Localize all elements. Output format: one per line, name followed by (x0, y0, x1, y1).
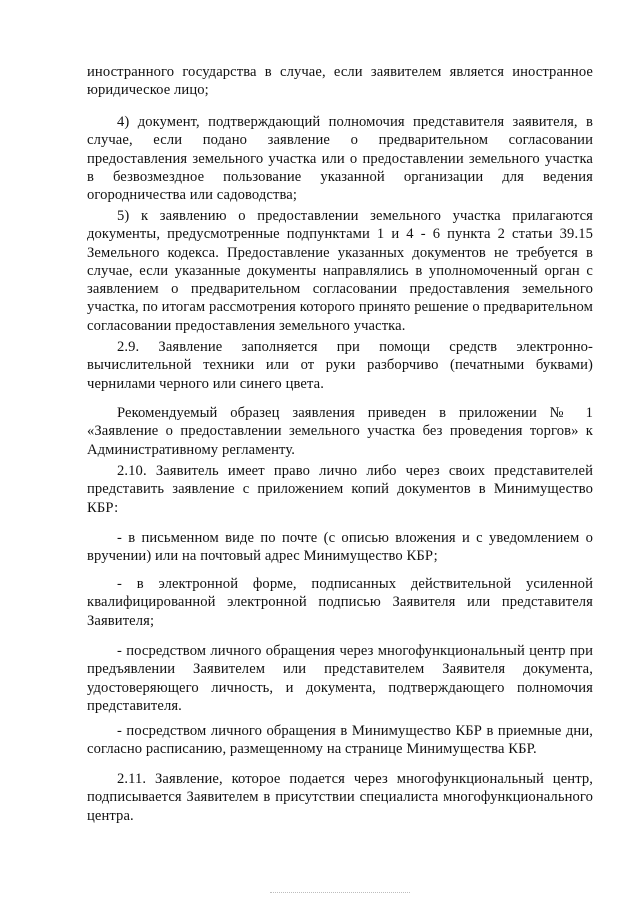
paragraph-2-9-filling-method: 2.9. Заявление заполняется при помощи средств электронно-вычислительной техники или от руки разборчиво (печатными буквами) чернилами черного или синего цвета. (87, 339, 593, 392)
paragraph-item-5-attached-documents: 5) к заявлению о предоставлении земельного участка прилагаются документы, предусмотренные подпунктами 1 и 4 - 6 пункта 2 статьи 39.15 Земельного кодекса. Предоставление указанных документов не требуется в случае, если указанные документы направлялись в уполномоченный орган с заявлением о предварительном согласовании предоставления земельного участка, по итогам рассмотрения которого принято решение о предварительном согласовании предоставления земельного участка. (87, 208, 593, 334)
paragraph-item-4-representative-authority: 4) документ, подтверждающий полномочия представителя заявителя, в случае, если подано заявление о предварительном согласовании предоставления земельного участка или о предоставлении земельного участка в безвозмездное пользование указанной организации для ведения огородничества или садоводства; (87, 114, 593, 204)
paragraph-continuation-foreign-state: иностранного государства в случае, если заявителем является иностранное юридическое лицо; (87, 64, 593, 99)
paragraph-submission-multifunctional-center: - посредством личного обращения через многофункциональный центр при предъявлении Заявителем или представителем Заявителя документа, удостоверяющего личность, и документа, подтверждающего полномочия представителя. (87, 643, 593, 714)
paragraph-2-10-submission-rights: 2.10. Заявитель имеет право лично либо через своих представителей представить заявление с приложением копий документов в Минимущество КБР: (87, 463, 593, 516)
paragraph-submission-by-mail: - в письменном виде по почте (с описью вложения и с уведомлением о вручении) или на почтовый адрес Минимущество КБР; (87, 530, 593, 565)
scan-artifact-divider (270, 892, 410, 897)
paragraph-submission-electronic: - в электронной форме, подписанных действительной усиленной квалифицированной электронной подписью Заявителя или представителя Заявителя; (87, 576, 593, 629)
paragraph-2-11-signing-at-center: 2.11. Заявление, которое подается через многофункциональный центр, подписывается Заявителем в присутствии специалиста многофункционального центра. (87, 771, 593, 824)
paragraph-submission-in-person-ministry: - посредством личного обращения в Минимущество КБР в приемные дни, согласно расписанию, размещенному на странице Минимущества КБР. (87, 723, 593, 758)
paragraph-sample-form-reference: Рекомендуемый образец заявления приведен в приложении № 1 «Заявление о предоставлении земельного участка без проведения торгов» к Административному регламенту. (87, 405, 593, 458)
